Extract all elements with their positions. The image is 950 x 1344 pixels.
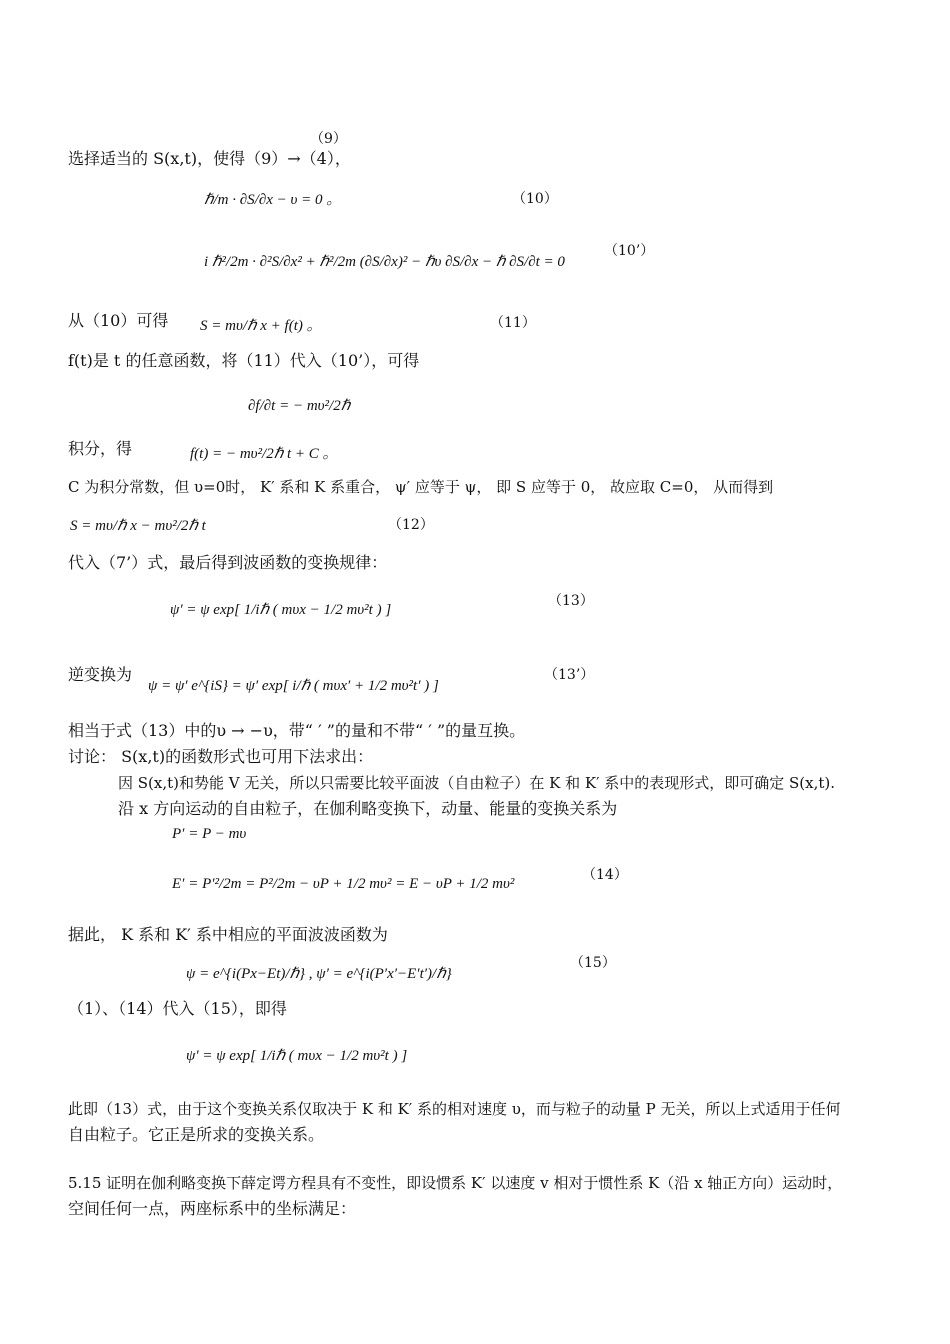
- eq-number-9: （9）: [310, 131, 347, 147]
- equation-14: E′ = P′²/2m = P²/2m − υP + 1/2 mυ² = E − υP + 1/2 mυ²: [172, 876, 515, 892]
- equation-12: S = mυ/ℏ x − mυ²/2ℏ t: [70, 518, 206, 534]
- eq-number-10: （10）: [512, 191, 558, 207]
- text-problem-515-a: 5.15 证明在伽利略变换下薛定谔方程具有不变性，即设惯系 K′ 以速度 v 相对于惯性系 K（沿 x 轴正方向）运动时，: [68, 1174, 843, 1192]
- equation-10-prime: i ℏ²/2m · ∂²S/∂x² + ℏ²/2m (∂S/∂x)² − ℏυ ∂S/∂x − ℏ ∂S/∂t = 0: [204, 254, 565, 270]
- equation-13: ψ′ = ψ exp[ 1/iℏ ( mυx − 1/2 mυ²t ) ]: [170, 602, 392, 618]
- eq-number-10-prime: （10’）: [604, 243, 655, 259]
- text-inverse: 逆变换为: [68, 665, 133, 684]
- text-discussion-2: 沿 x 方向运动的自由粒子，在伽利略变换下，动量、能量的变换关系为: [118, 799, 618, 818]
- text-equivalent: 相当于式（13）中的υ → −υ，带“ ′ ”的量和不带“ ′ ”的量互换。: [68, 721, 526, 740]
- text-select-s: 选择适当的 S(x,t)，使得（9）→（4），: [68, 149, 351, 168]
- equation-integral: f(t) = − mυ²/2ℏ t + C 。: [190, 446, 338, 462]
- text-f-arbitrary: f(t)是 t 的任意函数，将（11）代入（10’），可得: [68, 351, 420, 370]
- equation-13-again: ψ′ = ψ exp[ 1/iℏ ( mυx − 1/2 mυ²t ) ]: [186, 1048, 408, 1064]
- equation-10: ℏ/m · ∂S/∂x − υ = 0 。: [204, 192, 342, 208]
- equation-11: S = mυ/ℏ x + f(t) 。: [200, 318, 322, 334]
- eq-number-13: （13）: [548, 593, 594, 609]
- text-substitute-14: （1）、（14）代入（15），即得: [68, 999, 287, 1018]
- equation-momentum: P′ = P − mυ: [172, 826, 247, 842]
- text-problem-515-b: 空间任何一点，两座标系中的坐标满足：: [68, 1199, 357, 1218]
- text-constant-c: C 为积分常数，但 υ=0时， K′ 系和 K 系重合， ψ′ 应等于 ψ， 即 S 应等于 0， 故应取 C=0， 从而得到: [68, 478, 774, 496]
- equation-13-prime: ψ = ψ′ e^{iS} = ψ′ exp[ i/ℏ ( mυx′ + 1/2 mυ²t′ ) ]: [148, 678, 439, 694]
- equation-15: ψ = e^{i(Px−Et)/ℏ} , ψ′ = e^{i(P′x′−E′t′)/ℏ}: [186, 966, 452, 982]
- eq-number-15: （15）: [570, 955, 616, 971]
- text-conclusion-1: 此即（13）式，由于这个变换关系仅取决于 K 和 K′ 系的相对速度 υ，而与粒子的动量 P 无关，所以上式适用于任何: [68, 1100, 841, 1118]
- text-discussion: 讨论： S(x,t)的函数形式也可用下法求出：: [68, 747, 374, 766]
- text-from-10: 从（10）可得: [68, 311, 169, 330]
- eq-number-14: （14）: [582, 867, 628, 883]
- eq-number-11: （11）: [490, 315, 536, 331]
- text-plane-wave: 据此， K 系和 K′ 系中相应的平面波波函数为: [68, 925, 388, 944]
- text-discussion-1: 因 S(x,t)和势能 V 无关，所以只需要比较平面波（自由粒子）在 K 和 K′ 系中的表现形式，即可确定 S(x,t).: [118, 774, 836, 792]
- text-integrate: 积分，得: [68, 439, 133, 458]
- equation-df-dt: ∂f/∂t = − mυ²/2ℏ: [248, 398, 351, 414]
- text-substitute-7: 代入（7’）式，最后得到波函数的变换规律：: [68, 553, 388, 572]
- text-conclusion-2: 自由粒子。它正是所求的变换关系。: [68, 1125, 325, 1144]
- eq-number-13-prime: （13’）: [544, 667, 595, 683]
- eq-number-12: （12）: [388, 517, 434, 533]
